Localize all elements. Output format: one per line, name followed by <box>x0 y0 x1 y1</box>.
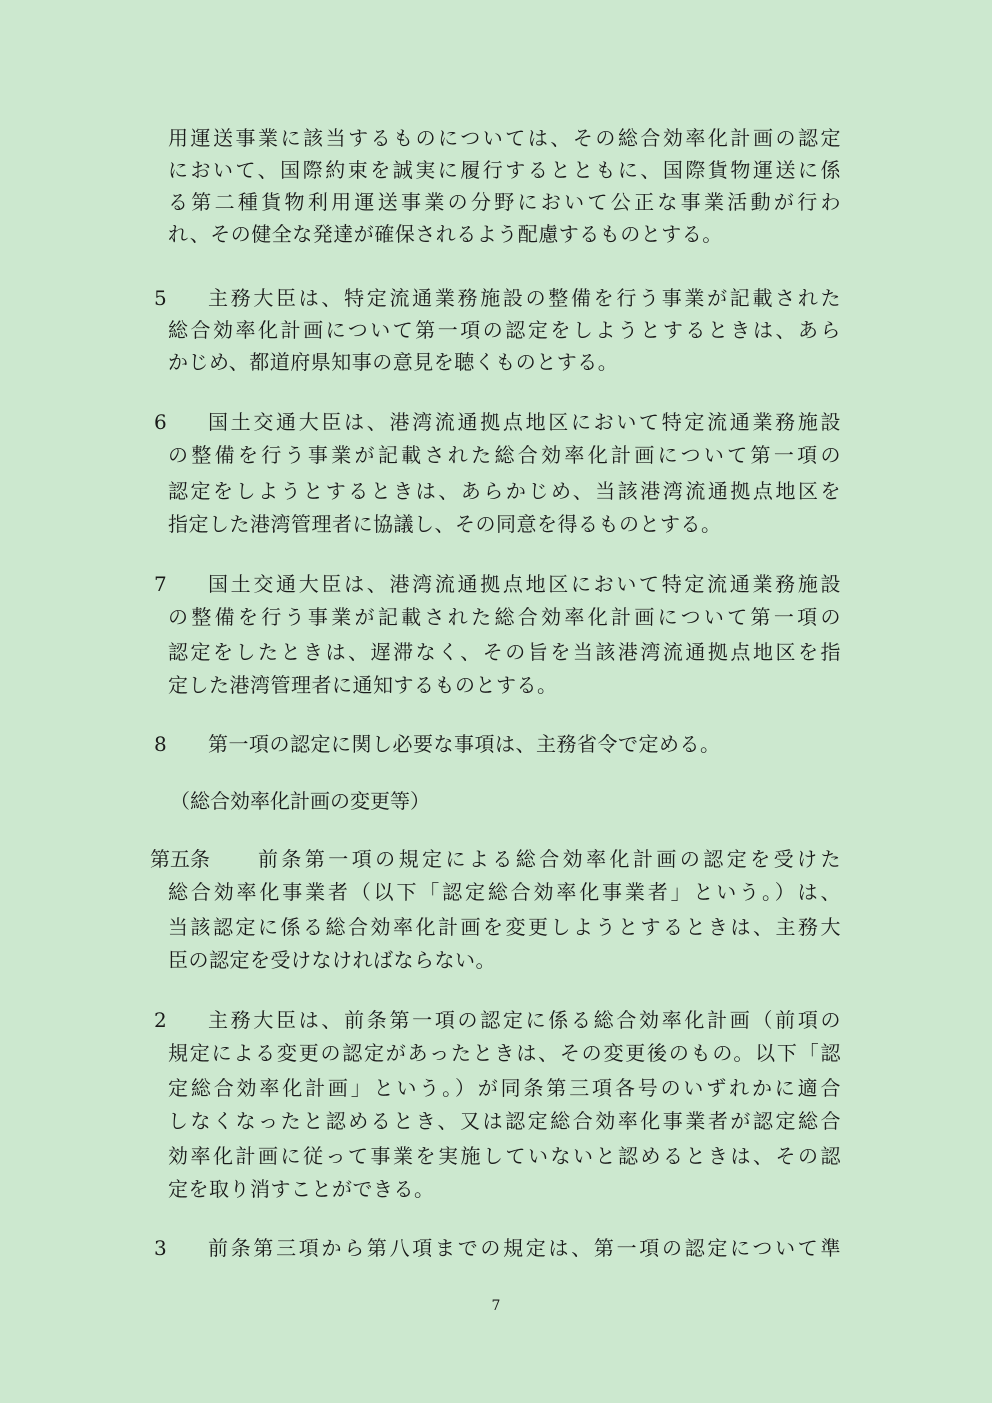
text-line: 前条第一項の規定による総合効率化計画の認定を受けた <box>258 847 841 871</box>
text-line: 主務大臣は、特定流通業務施設の整備を行う事業が記載された <box>208 286 841 310</box>
section-heading: （総合効率化計画の変更等） <box>170 789 430 813</box>
text-line: かじめ、都道府県知事の意見を聴くものとする。 <box>168 350 619 374</box>
text-line: 指定した港湾管理者に協議し、その同意を得るものとする。 <box>168 512 722 536</box>
text-line: 用運送事業に該当するものについては、その総合効率化計画の認定 <box>168 126 841 150</box>
text-line: 総合効率化事業者（以下「認定総合効率化事業者」という。）は、 <box>168 880 841 904</box>
paragraph-number: 8 <box>154 732 167 756</box>
text-line: 第一項の認定に関し必要な事項は、主務省令で定める。 <box>208 732 721 756</box>
text-line: の整備を行う事業が記載された総合効率化計画について第一項の <box>168 605 841 629</box>
text-line: しなくなったと認めるとき、又は認定総合効率化事業者が認定総合 <box>168 1109 841 1133</box>
text-line: れ、その健全な発達が確保されるよう配慮するものとする。 <box>168 222 723 246</box>
text-line: 定を取り消すことができる。 <box>168 1177 435 1201</box>
paragraph-number: 7 <box>154 572 167 596</box>
text-line: る第二種貨物利用運送事業の分野において公正な事業活動が行わ <box>168 190 841 214</box>
page-number: 7 <box>491 1298 501 1314</box>
text-line: 当該認定に係る総合効率化計画を変更しようとするときは、主務大 <box>168 915 841 939</box>
text-line: 前条第三項から第八項までの規定は、第一項の認定について準 <box>208 1236 841 1260</box>
text-line: 認定をしたときは、遅滞なく、その旨を当該港湾流通拠点地区を指 <box>168 640 841 664</box>
article-label: 第五条 <box>150 847 210 871</box>
text-line: 定総合効率化計画」という。）が同条第三項各号のいずれかに適合 <box>168 1076 841 1100</box>
paragraph-number: 6 <box>154 410 167 434</box>
text-line: 効率化計画に従って事業を実施していないと認めるときは、その認 <box>168 1144 841 1168</box>
paragraph-number: 2 <box>154 1008 167 1032</box>
text-line: 総合効率化計画について第一項の認定をしようとするときは、あら <box>168 318 841 342</box>
text-line: の整備を行う事業が記載された総合効率化計画について第一項の <box>168 443 841 467</box>
text-line: 主務大臣は、前条第一項の認定に係る総合効率化計画（前項の <box>208 1008 841 1032</box>
text-line: 国土交通大臣は、港湾流通拠点地区において特定流通業務施設 <box>208 410 841 434</box>
text-line: 規定による変更の認定があったときは、その変更後のもの。以下「認 <box>168 1041 841 1065</box>
text-line: において、国際約束を誠実に履行するとともに、国際貨物運送に係 <box>168 158 841 182</box>
text-line: 定した港湾管理者に通知するものとする。 <box>168 673 558 697</box>
paragraph-number: 5 <box>154 286 167 310</box>
text-line: 臣の認定を受けなければならない。 <box>168 948 496 972</box>
text-line: 認定をしようとするときは、あらかじめ、当該港湾流通拠点地区を <box>168 479 841 503</box>
paragraph-number: 3 <box>154 1236 167 1260</box>
text-line: 国土交通大臣は、港湾流通拠点地区において特定流通業務施設 <box>208 572 841 596</box>
